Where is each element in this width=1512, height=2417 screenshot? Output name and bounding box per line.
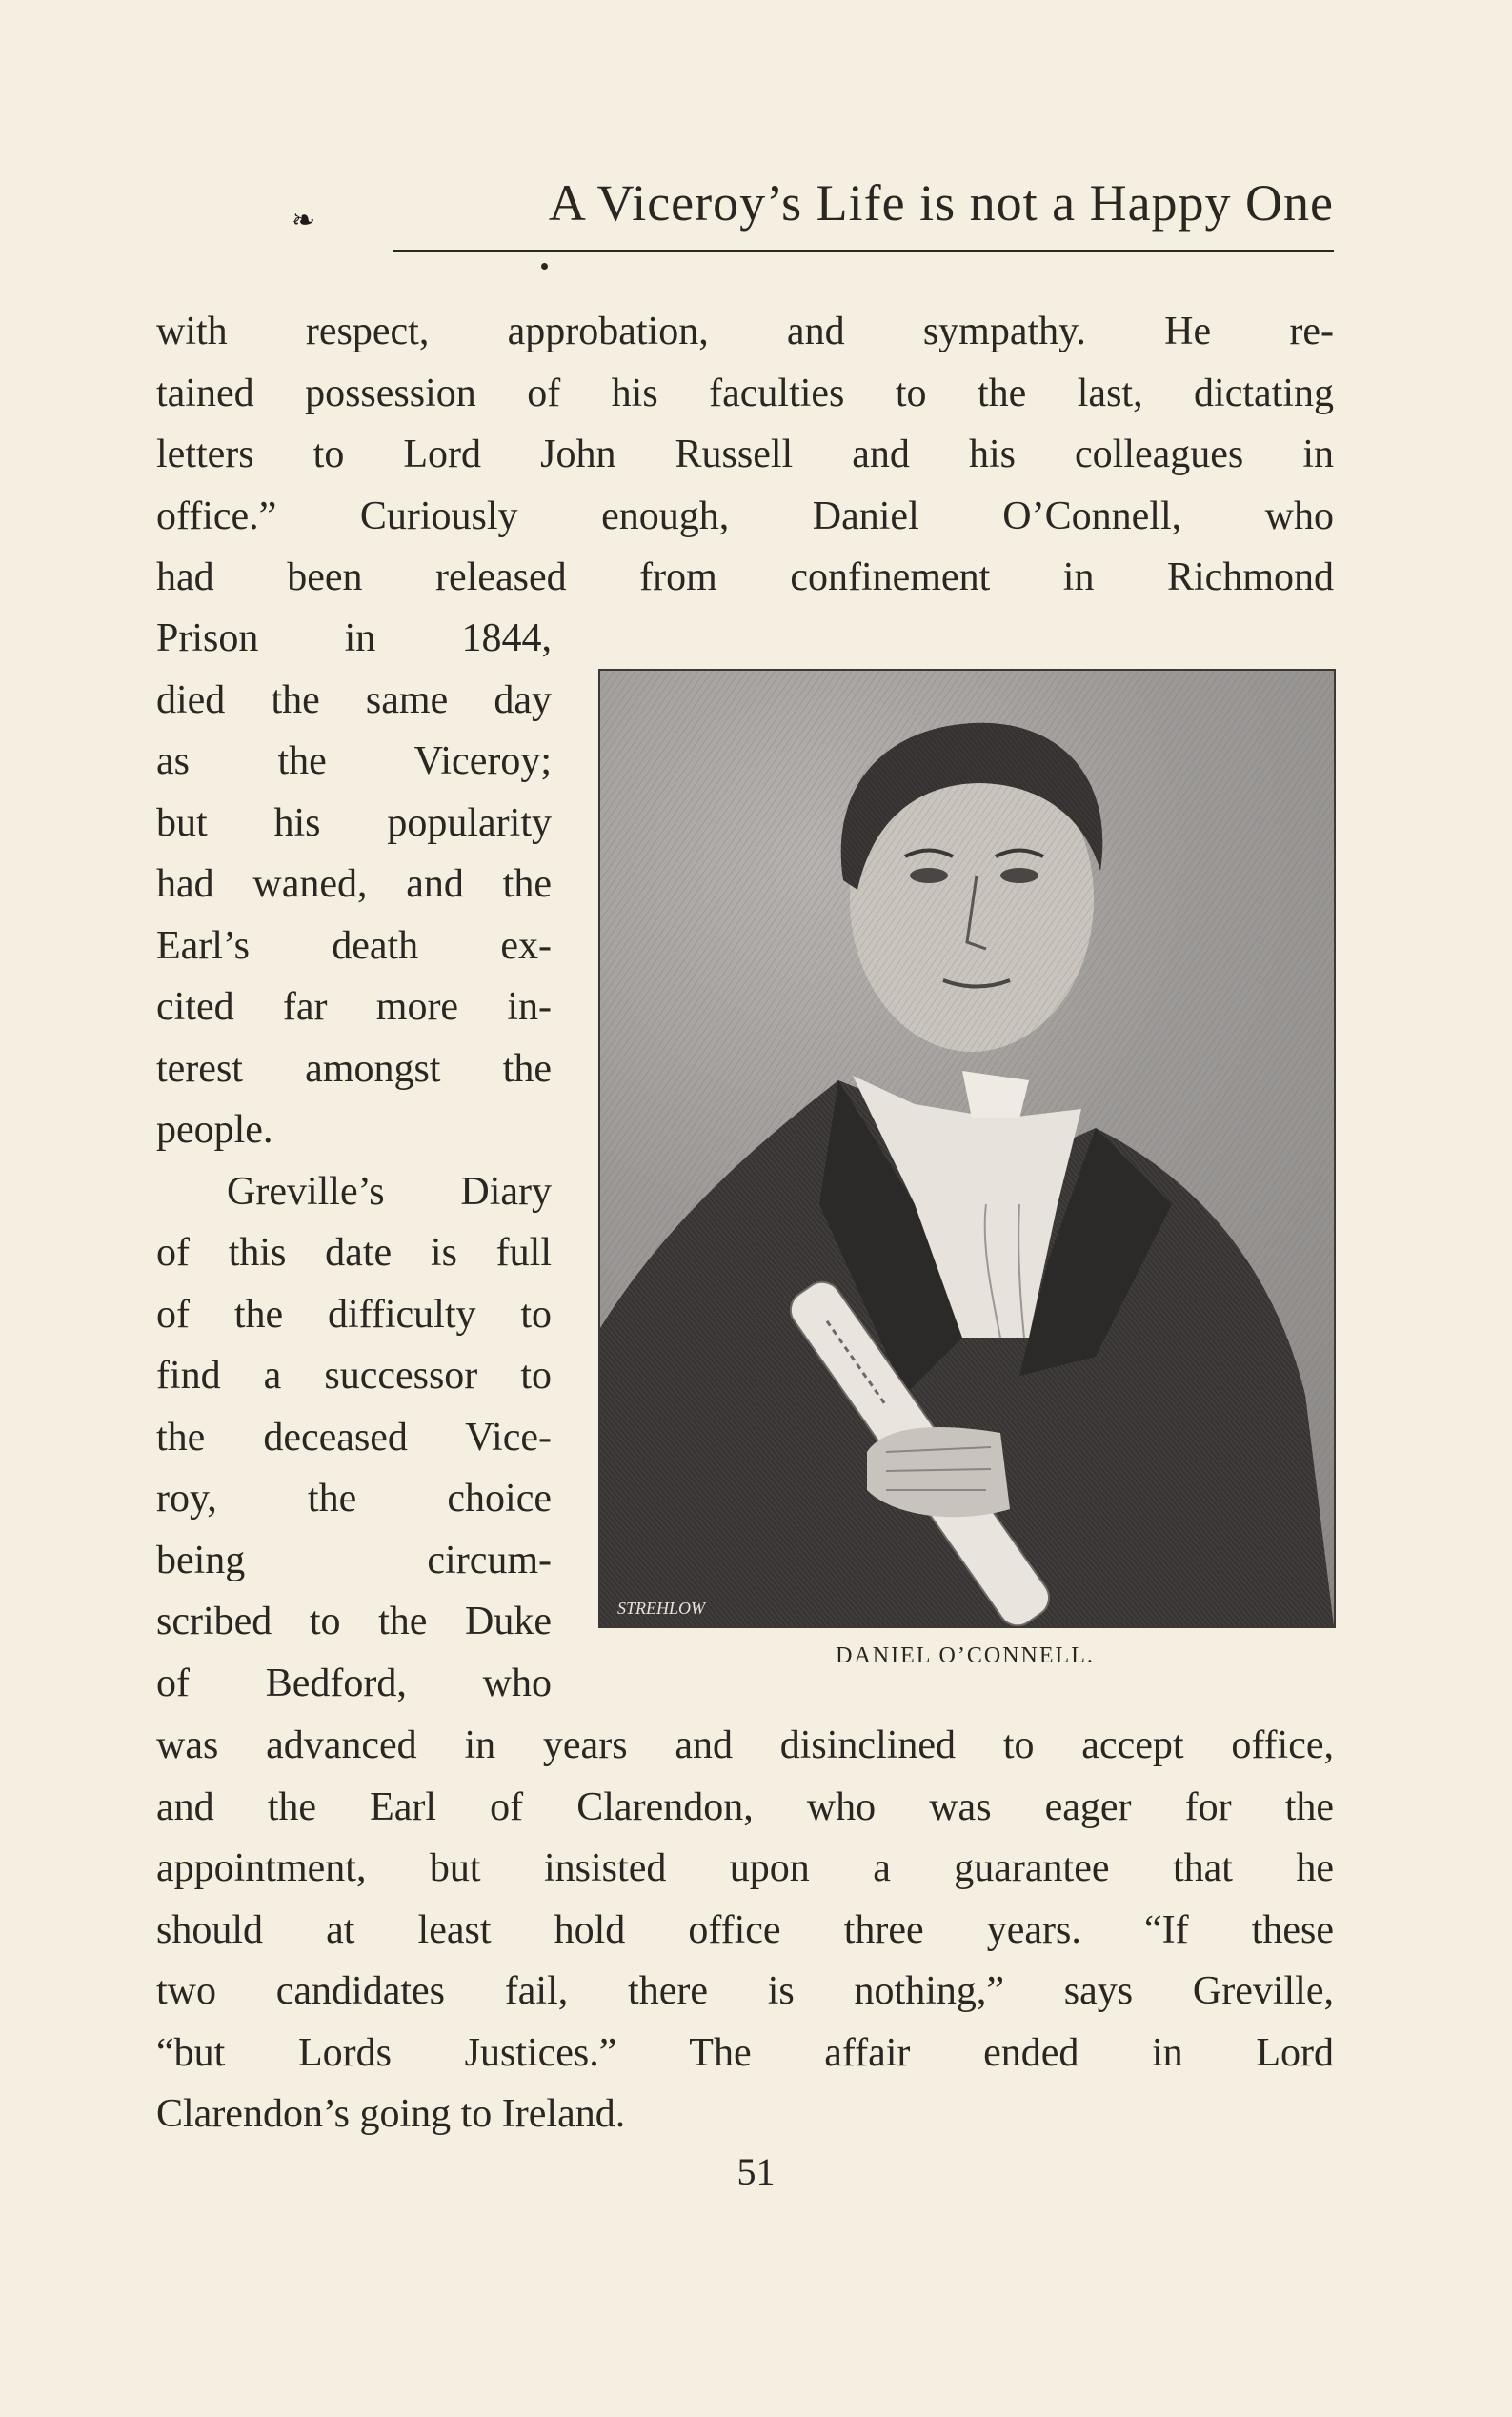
text-line: of the difficulty to xyxy=(156,1292,552,1337)
text-line: had waned, and the xyxy=(156,862,552,906)
paragraph-top xyxy=(156,301,1334,609)
text-line: “but Lords Justices.” The affair ended in Lord xyxy=(156,2030,1334,2075)
text-line: of Bedford, who xyxy=(156,1661,552,1705)
text-line: office.” Curiously enough, Daniel O’Connell, who xyxy=(156,493,1334,538)
text-line: was advanced in years and disinclined to accept office, xyxy=(156,1723,1334,1767)
text-line: with respect, approbation, and sympathy. He re- xyxy=(156,310,1334,353)
text-line: cited far more in- xyxy=(156,985,552,1029)
paragraph-column xyxy=(156,608,552,1714)
text-line: died the same day xyxy=(156,677,552,722)
running-title: A Viceroy’s Life is not a Happy One xyxy=(548,174,1334,232)
text-line: should at least hold office three years. “If these xyxy=(156,1907,1334,1952)
running-header xyxy=(276,170,1334,246)
figure-caption: DANIEL O’CONNELL. xyxy=(836,1643,1095,1668)
engraver-mark: STREHLOW xyxy=(617,1599,706,1618)
text-line: being circum- xyxy=(156,1538,552,1582)
text-line: as the Viceroy; xyxy=(156,739,552,783)
paragraph-bottom xyxy=(156,1715,1334,2145)
header-rule xyxy=(393,250,1334,252)
text-line: find a successor to xyxy=(156,1354,552,1398)
text-line: letters to Lord John Russell and his colleagues in xyxy=(156,433,1334,476)
text-line: people. xyxy=(156,1108,273,1152)
text-line: two candidates fail, there is nothing,” says Greville, xyxy=(156,1969,1334,2013)
text-line: but his popularity xyxy=(156,800,552,845)
text-line: Prison in 1844, xyxy=(156,616,552,660)
text-line: roy, the choice xyxy=(156,1477,552,1521)
portrait-engraving xyxy=(598,669,1336,1628)
text-line: scribed to the Duke xyxy=(156,1600,552,1643)
text-line: the deceased Vice- xyxy=(156,1415,552,1460)
text-line: Greville’s Diary xyxy=(227,1169,552,1214)
text-line: Earl’s death ex- xyxy=(156,923,552,968)
text-line: tained possession of his faculties to the last, dictating xyxy=(156,371,1334,415)
fleuron-icon: ❧ xyxy=(292,205,316,236)
text-line: of this date is full xyxy=(156,1231,552,1275)
text-line: had been released from confinement in Richmond xyxy=(156,555,1334,599)
text-line: appointment, but insisted upon a guarantee that he xyxy=(156,1846,1334,1890)
text-line: and the Earl of Clarendon, who was eager for the xyxy=(156,1784,1334,1829)
header-dot xyxy=(541,263,548,270)
portrait-illustration xyxy=(600,671,1334,1626)
text-line: Clarendon’s going to Ireland. xyxy=(156,2092,626,2136)
text-line: terest amongst the xyxy=(156,1046,552,1091)
page-number: 51 xyxy=(736,2150,776,2193)
